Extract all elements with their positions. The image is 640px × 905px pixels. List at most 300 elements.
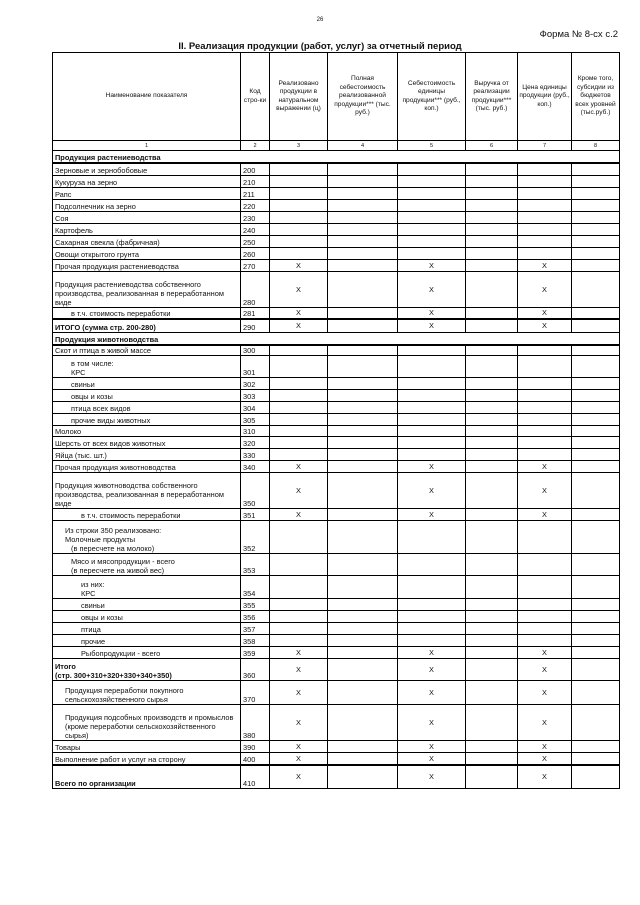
unit-price-cell: X — [518, 765, 572, 789]
quantity-cell — [270, 599, 328, 611]
revenue-cell — [466, 345, 518, 356]
row-code: 290 — [241, 319, 270, 332]
revenue-cell — [466, 623, 518, 635]
unit-cost-cell: X — [398, 681, 466, 705]
revenue-cell — [466, 247, 518, 259]
unit-price-cell — [518, 521, 572, 554]
row-code: 358 — [241, 635, 270, 647]
table-row — [53, 623, 620, 635]
unit-price-cell: X — [518, 659, 572, 681]
revenue-cell — [466, 402, 518, 414]
row-code: 380 — [241, 705, 270, 741]
row-code: 356 — [241, 611, 270, 623]
row-code: 320 — [241, 437, 270, 449]
quantity-cell — [270, 356, 328, 378]
row-label — [53, 449, 241, 461]
revenue-cell — [466, 576, 518, 599]
row-label-line: Молочные продукты — [65, 535, 136, 544]
unit-cost-cell: X — [398, 659, 466, 681]
unit-price-cell — [518, 611, 572, 623]
full-cost-cell — [328, 319, 398, 332]
table-row — [53, 509, 620, 521]
revenue-cell — [466, 235, 518, 247]
unit-price-cell — [518, 390, 572, 402]
quantity-cell — [270, 437, 328, 449]
subsidy-cell — [572, 611, 620, 623]
row-label-line: птица всех видов — [71, 404, 131, 413]
column-number: 8 — [572, 141, 620, 151]
quantity-cell: X — [270, 765, 328, 789]
quantity-cell — [270, 623, 328, 635]
full-cost-cell — [328, 576, 398, 599]
row-code: 301 — [241, 356, 270, 378]
subsidy-cell — [572, 647, 620, 659]
unit-cost-cell — [398, 175, 466, 187]
unit-price-cell — [518, 223, 572, 235]
row-label — [53, 623, 241, 635]
table-row — [53, 378, 620, 390]
subsidy-cell — [572, 199, 620, 211]
row-code: 330 — [241, 449, 270, 461]
row-label — [53, 599, 241, 611]
table-row — [53, 235, 620, 247]
row-label — [53, 659, 241, 681]
row-code: 359 — [241, 647, 270, 659]
quantity-cell — [270, 426, 328, 437]
quantity-cell — [270, 521, 328, 554]
unit-price-cell — [518, 211, 572, 223]
row-label-line: Кукуруза на зерно — [55, 177, 118, 187]
row-label — [53, 319, 241, 332]
row-code: 281 — [241, 307, 270, 319]
unit-price-cell — [518, 623, 572, 635]
quantity-cell: X — [270, 741, 328, 753]
full-cost-cell — [328, 449, 398, 461]
table-row — [53, 211, 620, 223]
unit-price-cell — [518, 635, 572, 647]
row-label-line: КРС — [81, 589, 96, 598]
row-label-line: Выполнение работ и услуг на сторону — [55, 754, 186, 764]
table-row — [53, 307, 620, 319]
full-cost-cell — [328, 521, 398, 554]
row-label-line: Продукция подсобных производств и промыслов (кроме переработки сельскохозяйственного сырья) — [65, 713, 234, 740]
row-code: 302 — [241, 378, 270, 390]
full-cost-cell — [328, 741, 398, 753]
unit-price-cell: X — [518, 741, 572, 753]
row-label — [53, 437, 241, 449]
row-code: 220 — [241, 199, 270, 211]
table-row — [53, 635, 620, 647]
row-label-line: Прочая продукция животноводства — [55, 463, 176, 472]
unit-price-cell — [518, 247, 572, 259]
row-label — [53, 521, 241, 554]
unit-price-cell — [518, 576, 572, 599]
row-label — [53, 199, 241, 211]
full-cost-cell — [328, 765, 398, 789]
quantity-cell — [270, 175, 328, 187]
quantity-cell — [270, 402, 328, 414]
table-row — [53, 611, 620, 623]
revenue-cell — [466, 414, 518, 426]
row-label — [53, 414, 241, 426]
full-cost-cell — [328, 390, 398, 402]
unit-cost-cell: X — [398, 741, 466, 753]
row-code: 390 — [241, 741, 270, 753]
row-code: 260 — [241, 247, 270, 259]
revenue-cell — [466, 765, 518, 789]
revenue-cell — [466, 461, 518, 473]
revenue-cell — [466, 437, 518, 449]
row-label-line: в том числе: — [71, 359, 114, 368]
row-code: 200 — [241, 163, 270, 175]
subsidy-cell — [572, 163, 620, 175]
unit-cost-cell — [398, 635, 466, 647]
row-label-line: Скот и птица в живой массе — [55, 346, 152, 355]
row-label — [53, 765, 241, 789]
unit-cost-cell — [398, 437, 466, 449]
row-label-line: Сахарная свекла (фабричная) — [55, 237, 160, 247]
table-row — [53, 175, 620, 187]
unit-price-cell — [518, 437, 572, 449]
full-cost-cell — [328, 623, 398, 635]
form-name: Форма № 8-сх с.2 — [539, 29, 618, 40]
row-label-line: овцы и козы — [81, 613, 123, 622]
subsidy-cell — [572, 247, 620, 259]
page-number: 26 — [316, 17, 324, 23]
row-label — [53, 402, 241, 414]
row-label-line: из них: — [81, 580, 105, 589]
unit-price-cell — [518, 449, 572, 461]
quantity-cell — [270, 163, 328, 175]
revenue-cell — [466, 554, 518, 576]
row-label — [53, 647, 241, 659]
row-label — [53, 753, 241, 765]
unit-price-cell — [518, 426, 572, 437]
unit-price-cell — [518, 199, 572, 211]
row-label-line: Подсолнечник на зерно — [55, 201, 136, 211]
revenue-cell — [466, 307, 518, 319]
unit-price-cell — [518, 378, 572, 390]
quantity-cell — [270, 449, 328, 461]
revenue-cell — [466, 599, 518, 611]
quantity-cell: X — [270, 461, 328, 473]
row-label-line: Продукция животноводства собственного производства, реализованная в переработанном виде — [55, 481, 224, 508]
unit-price-cell: X — [518, 681, 572, 705]
row-label — [53, 247, 241, 259]
table-row — [53, 765, 620, 789]
subsidy-cell — [572, 599, 620, 611]
row-label-line: овцы и козы — [71, 392, 113, 401]
subsidy-cell — [572, 402, 620, 414]
header-revenue: Выручка от реализации продукции*** (тыс. руб.) — [466, 53, 518, 141]
full-cost-cell — [328, 187, 398, 199]
row-label — [53, 705, 241, 741]
revenue-cell — [466, 223, 518, 235]
unit-price-cell: X — [518, 319, 572, 332]
row-code: 300 — [241, 345, 270, 356]
header-unit-cost: Себестоимость единицы продукции*** (руб., коп.) — [398, 53, 466, 141]
row-label-line: Мясо и мясопродукции - всего — [71, 557, 175, 566]
row-label-line: Итого — [55, 662, 76, 671]
unit-price-cell: X — [518, 271, 572, 307]
subsidy-cell — [572, 623, 620, 635]
subsidy-cell — [572, 187, 620, 199]
unit-cost-cell: X — [398, 461, 466, 473]
row-code: 354 — [241, 576, 270, 599]
unit-cost-cell: X — [398, 307, 466, 319]
column-number: 4 — [328, 141, 398, 151]
unit-price-cell: X — [518, 753, 572, 765]
full-cost-cell — [328, 753, 398, 765]
subsidy-cell — [572, 271, 620, 307]
subsidy-cell — [572, 659, 620, 681]
revenue-cell — [466, 356, 518, 378]
unit-cost-cell — [398, 235, 466, 247]
subsidy-cell — [572, 426, 620, 437]
row-code: 351 — [241, 509, 270, 521]
row-label — [53, 356, 241, 378]
full-cost-cell — [328, 647, 398, 659]
full-cost-cell — [328, 356, 398, 378]
row-label-line: (в пересчете на молоко) — [71, 544, 155, 553]
row-label — [53, 611, 241, 623]
row-code: 210 — [241, 175, 270, 187]
table-row — [53, 402, 620, 414]
unit-cost-cell — [398, 521, 466, 554]
revenue-cell — [466, 319, 518, 332]
revenue-cell — [466, 259, 518, 271]
full-cost-cell — [328, 635, 398, 647]
header-subsidies: Кроме того, субсидии из бюджетов всех уровней (тыс.руб.) — [572, 53, 620, 141]
quantity-cell — [270, 378, 328, 390]
row-label-line: Шерсть от всех видов животных — [55, 439, 166, 448]
quantity-cell: X — [270, 647, 328, 659]
row-label-line: Картофель — [55, 225, 93, 235]
revenue-cell — [466, 378, 518, 390]
subsidy-cell — [572, 356, 620, 378]
quantity-cell — [270, 211, 328, 223]
row-label — [53, 187, 241, 199]
unit-price-cell — [518, 402, 572, 414]
full-cost-cell — [328, 599, 398, 611]
unit-cost-cell — [398, 211, 466, 223]
row-label — [53, 378, 241, 390]
full-cost-cell — [328, 509, 398, 521]
row-label-line: (стр. 300+310+320+330+340+350) — [55, 671, 172, 680]
row-code: 350 — [241, 473, 270, 509]
row-code: 230 — [241, 211, 270, 223]
unit-cost-cell — [398, 356, 466, 378]
subsidy-cell — [572, 307, 620, 319]
row-label-line: в т.ч. стоимость переработки — [71, 309, 171, 318]
sales-table — [52, 52, 620, 789]
table-row — [53, 576, 620, 599]
subsidy-cell — [572, 509, 620, 521]
row-code: 250 — [241, 235, 270, 247]
table-row — [53, 681, 620, 705]
section-title: II. Реализация продукции (работ, услуг) за отчетный период — [178, 41, 462, 52]
revenue-cell — [466, 163, 518, 175]
unit-price-cell — [518, 356, 572, 378]
quantity-cell: X — [270, 705, 328, 741]
table-row — [53, 426, 620, 437]
row-code: 353 — [241, 554, 270, 576]
quantity-cell — [270, 187, 328, 199]
row-label-line: ИТОГО (сумма стр. 200-280) — [55, 322, 156, 332]
unit-cost-cell — [398, 554, 466, 576]
section-header-row — [53, 151, 620, 164]
subsidy-cell — [572, 753, 620, 765]
row-label — [53, 576, 241, 599]
subsidy-cell — [572, 554, 620, 576]
column-number: 1 — [53, 141, 241, 151]
full-cost-cell — [328, 554, 398, 576]
full-cost-cell — [328, 611, 398, 623]
full-cost-cell — [328, 705, 398, 741]
table-row — [53, 390, 620, 402]
table-row — [53, 271, 620, 307]
table-row — [53, 753, 620, 765]
full-cost-cell — [328, 235, 398, 247]
unit-cost-cell: X — [398, 319, 466, 332]
row-code: 400 — [241, 753, 270, 765]
unit-cost-cell — [398, 576, 466, 599]
subsidy-cell — [572, 211, 620, 223]
subsidy-cell — [572, 681, 620, 705]
quantity-cell: X — [270, 473, 328, 509]
row-code: 280 — [241, 271, 270, 307]
quantity-cell — [270, 199, 328, 211]
subsidy-cell — [572, 378, 620, 390]
unit-price-cell — [518, 414, 572, 426]
quantity-cell — [270, 390, 328, 402]
table-row — [53, 187, 620, 199]
row-label-line: Яйца (тыс. шт.) — [55, 451, 107, 460]
table-row — [53, 223, 620, 235]
unit-price-cell: X — [518, 473, 572, 509]
row-code: 305 — [241, 414, 270, 426]
full-cost-cell — [328, 345, 398, 356]
row-code: 410 — [241, 765, 270, 789]
row-label — [53, 307, 241, 319]
unit-price-cell: X — [518, 461, 572, 473]
table-row — [53, 473, 620, 509]
unit-cost-cell: X — [398, 271, 466, 307]
subsidy-cell — [572, 635, 620, 647]
row-label — [53, 175, 241, 187]
row-label — [53, 473, 241, 509]
unit-price-cell: X — [518, 647, 572, 659]
quantity-cell: X — [270, 307, 328, 319]
row-label-line: Зерновые и зернобобовые — [55, 165, 148, 175]
row-label — [53, 741, 241, 753]
revenue-cell — [466, 521, 518, 554]
unit-price-cell — [518, 345, 572, 356]
unit-cost-cell: X — [398, 765, 466, 789]
row-label-line: птица — [81, 625, 101, 634]
table-row — [53, 356, 620, 378]
row-label-line: Рапс — [55, 189, 72, 199]
subsidy-cell — [572, 705, 620, 741]
unit-price-cell — [518, 554, 572, 576]
revenue-cell — [466, 681, 518, 705]
row-label — [53, 223, 241, 235]
table-row — [53, 437, 620, 449]
row-label — [53, 426, 241, 437]
row-code: 270 — [241, 259, 270, 271]
table-row — [53, 705, 620, 741]
quantity-cell: X — [270, 271, 328, 307]
column-number: 2 — [241, 141, 270, 151]
row-code: 352 — [241, 521, 270, 554]
subsidy-cell — [572, 414, 620, 426]
table-row — [53, 414, 620, 426]
subsidy-cell — [572, 175, 620, 187]
row-code: 355 — [241, 599, 270, 611]
unit-cost-cell — [398, 414, 466, 426]
quantity-cell — [270, 235, 328, 247]
unit-price-cell — [518, 175, 572, 187]
unit-price-cell: X — [518, 705, 572, 741]
full-cost-cell — [328, 473, 398, 509]
unit-cost-cell — [398, 449, 466, 461]
full-cost-cell — [328, 461, 398, 473]
table-row — [53, 163, 620, 175]
revenue-cell — [466, 211, 518, 223]
table-row — [53, 647, 620, 659]
revenue-cell — [466, 390, 518, 402]
unit-price-cell: X — [518, 307, 572, 319]
row-code: 240 — [241, 223, 270, 235]
revenue-cell — [466, 635, 518, 647]
revenue-cell — [466, 271, 518, 307]
row-label-line: свиньи — [81, 601, 105, 610]
unit-cost-cell — [398, 378, 466, 390]
full-cost-cell — [328, 259, 398, 271]
unit-cost-cell — [398, 426, 466, 437]
full-cost-cell — [328, 223, 398, 235]
unit-cost-cell — [398, 199, 466, 211]
table-row — [53, 345, 620, 356]
unit-cost-cell — [398, 599, 466, 611]
revenue-cell — [466, 426, 518, 437]
row-label — [53, 390, 241, 402]
unit-cost-cell: X — [398, 647, 466, 659]
unit-cost-cell — [398, 247, 466, 259]
full-cost-cell — [328, 414, 398, 426]
row-label-line: Продукция переработки покупного сельскохозяйственного сырья — [65, 686, 184, 704]
quantity-cell: X — [270, 659, 328, 681]
revenue-cell — [466, 473, 518, 509]
subsidy-cell — [572, 461, 620, 473]
quantity-cell: X — [270, 753, 328, 765]
row-label-line: прочие виды животных — [71, 416, 151, 425]
full-cost-cell — [328, 307, 398, 319]
quantity-cell — [270, 223, 328, 235]
unit-cost-cell — [398, 402, 466, 414]
quantity-cell — [270, 635, 328, 647]
unit-cost-cell: X — [398, 259, 466, 271]
quantity-cell: X — [270, 259, 328, 271]
table-row — [53, 741, 620, 753]
column-number: 3 — [270, 141, 328, 151]
subsidy-cell — [572, 521, 620, 554]
revenue-cell — [466, 659, 518, 681]
row-code: 211 — [241, 187, 270, 199]
row-code: 340 — [241, 461, 270, 473]
row-label-line: прочие — [81, 637, 106, 646]
revenue-cell — [466, 753, 518, 765]
